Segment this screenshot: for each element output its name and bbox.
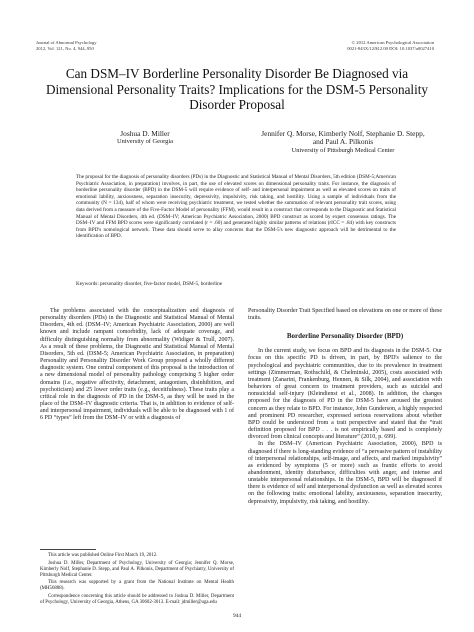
footnotes [40,553,234,607]
author-affiliation: University of Georgia [117,138,173,146]
body-paragraph-continuation: Personality Disorder Trait Specified based on elevations on one or more of these traits. [248,308,442,322]
author-name: Joshua D. Miller [120,129,170,138]
footnote-rule [40,549,96,550]
article-title: Can DSM–IV Borderline Personality Disorder Be Diagnosed via Dimensional Personality Traits? Implications for the DSM-5 Personality Disorder Proposal [45,66,429,112]
running-header-right [347,40,434,51]
body-paragraph: The problems associated with the conceptualization and diagnosis of personality disorders (PDs) in the Diagnostic and Statistical Manual of Mental Disorders, 4th ed. (DSM–IV; American Psychiatric Association, 2000) are well known and include rampant comorbidity, lack of adequate coverage, and difficulty distinguishing normality from abnormality (Widiger & Trull, 2007). As a result of these problems, the Diagnostic and Statistical Manual of Mental Disorders, 5th ed. (DSM-5; American Psychiatric Association, in preparation) Personality and Personality Disorder Work Group proposed a wholly different diagnostic system. One central component of this proposal is the introduction of a new dimensional model of personality pathology comprising 5 higher order domains (i.e., negative affectivity, detachment, antagonism, disinhibition, and psychoticism) and 25 lower order traits (e.g., deceitfulness). These traits play a critical role in the diagnosis of PD in the DSM-5, as they will be used in the place of the DSM–IV diagnostic criteria. That is, in addition to evidence of self- and interpersonal impairment, individuals will be able to be diagnosed with 1 of 6 PD “types” left from the DSM–IV or with a diagnosis of [40,308,234,422]
body-paragraph: In the current study, we focus on BPD and its diagnosis in the DSM-5. Our focus on this specific PD is driven, in part, by BPD's salience to the psychological and psychiatric communities, due to its prevalence in treatment settings (Zimmerman, Rothschild, & Chelminski, 2005), costs associated with treatment (Zanarini, Frankenburg, Hennen, & Silk, 2004), and association with behaviors of great concern to treatment providers, such as suicidal and nonsuicidal self-injury (Kleindienst et al., 2008). In addition, the changes proposed for the diagnosis of PD in the DSM-5 have aroused the greatest concern as they relate to BPD. For instance, John Gunderson, a highly respected and prominent PD researcher, expressed serious reservations about whether BPD could be understood from a trait perspective and stated that the “trait definition proposed for BPD . . . is not empirically based and is completely divorced from clinical concepts and literature” (2010, p. 699). [248,348,442,441]
keywords: Keywords: personality disorder, five-factor model, DSM-5, borderline [76,281,223,287]
page-number: 944 [232,613,242,619]
body-right-column [248,308,442,506]
issn-doi-line: 0021-843X/12/$12.00 DOI: 10.1037/a0027410 [347,45,434,51]
author-name: Jennifer Q. Morse, Kimberly Nolf, Stephanie D. Stepp, and Paul A. Pilkonis [261,129,425,147]
running-header-left [36,40,97,51]
author-block-1 [80,130,210,147]
author-block-2 [258,130,428,155]
abstract: The proposal for the diagnosis of personality disorders (PDs) in the Diagnostic and Statistical Manual of Mental Disorders, 5th edition (DSM-5;American Psychiatric Association, in preparation) involves, in part, the use of elevated scores on dimensional personality traits. For instance, the diagnosis of borderline personality disorder (BPD) in the DSM-5 will require evidence of self- and interpersonal impairment as well as elevated scores on traits of emotional lability, anxiousness, separation insecurity, depressivity, impulsivity, risk taking, and hostility. Using a sample of individuals from the community (N = 134), half of whom were receiving psychiatric treatment, we tested whether the summation of relevant personality trait scores, using data derived from a measure of the Five-Factor Model of personality (FFM), would result in a construct that corresponds to the Diagnostic and Statistical Manual of Mental Disorders, 4th ed. (DSM–IV; American Psychiatric Association, 2000) BPD construct as scored by expert consensus ratings. The DSM–IV and FFM BPD scores were significantly correlated (r = .60) and generated highly similar patterns of relations (rICC = .84) with key constructs from BPD's nomological network. These data should serve to allay concerns that the DSM-5's new diagnostic approach will be detrimental to the identification of BPD. [76,174,396,240]
footnote: This article was published Online First March 19, 2012. [48,553,158,558]
body-left-column [40,308,234,423]
footnote: Correspondence concerning this article should be addressed to Joshua D. Miller, Department of Psychology, University of Georgia, Athens, GA 30602-3013. E-mail: jdmiller@uga.edu [40,593,234,605]
section-heading: Borderline Personality Disorder (BPD) [286,332,404,341]
journal-volume: 2012, Vol. 121, No. 4, 944–950 [36,45,94,51]
author-affiliation: University of Pittsburgh Medical Center [291,146,395,154]
footnote: This research was supported by a grant from the National Institute on Mental Health (MH56888). [40,580,234,591]
journal-name: Journal of Abnormal Psychology [36,40,97,45]
footnote: Joshua D. Miller, Department of Psychology, University of Georgia; Jennifer Q. Morse, Kimberly Nolf, Stephanie D. Stepp, and Paul A. Pilkonis, Department of Psychiatry, University of Pittsburgh Medical Center. [40,560,234,578]
body-paragraph: In the DSM–IV (American Psychiatric Association, 2000), BPD is diagnosed if there is long-standing evidence of “a pervasive pattern of instability of interpersonal relationships, self-image, and affects, and marked impulsivity” as evidenced by symptoms (5 or more) such as frantic efforts to avoid abandonment, identity disturbance, difficulties with anger, and intense and unstable interpersonal relationships. In the DSM-5, BPD will be diagnosed if there is evidence of self and interpersonal dysfunction as well as elevated scores on the following traits: emotional lability, anxiousness, separation insecurity, depressivity, impulsivity, risk taking, and hostility. [248,441,442,505]
copyright-line: © 2012 American Psychological Association [351,40,434,45]
